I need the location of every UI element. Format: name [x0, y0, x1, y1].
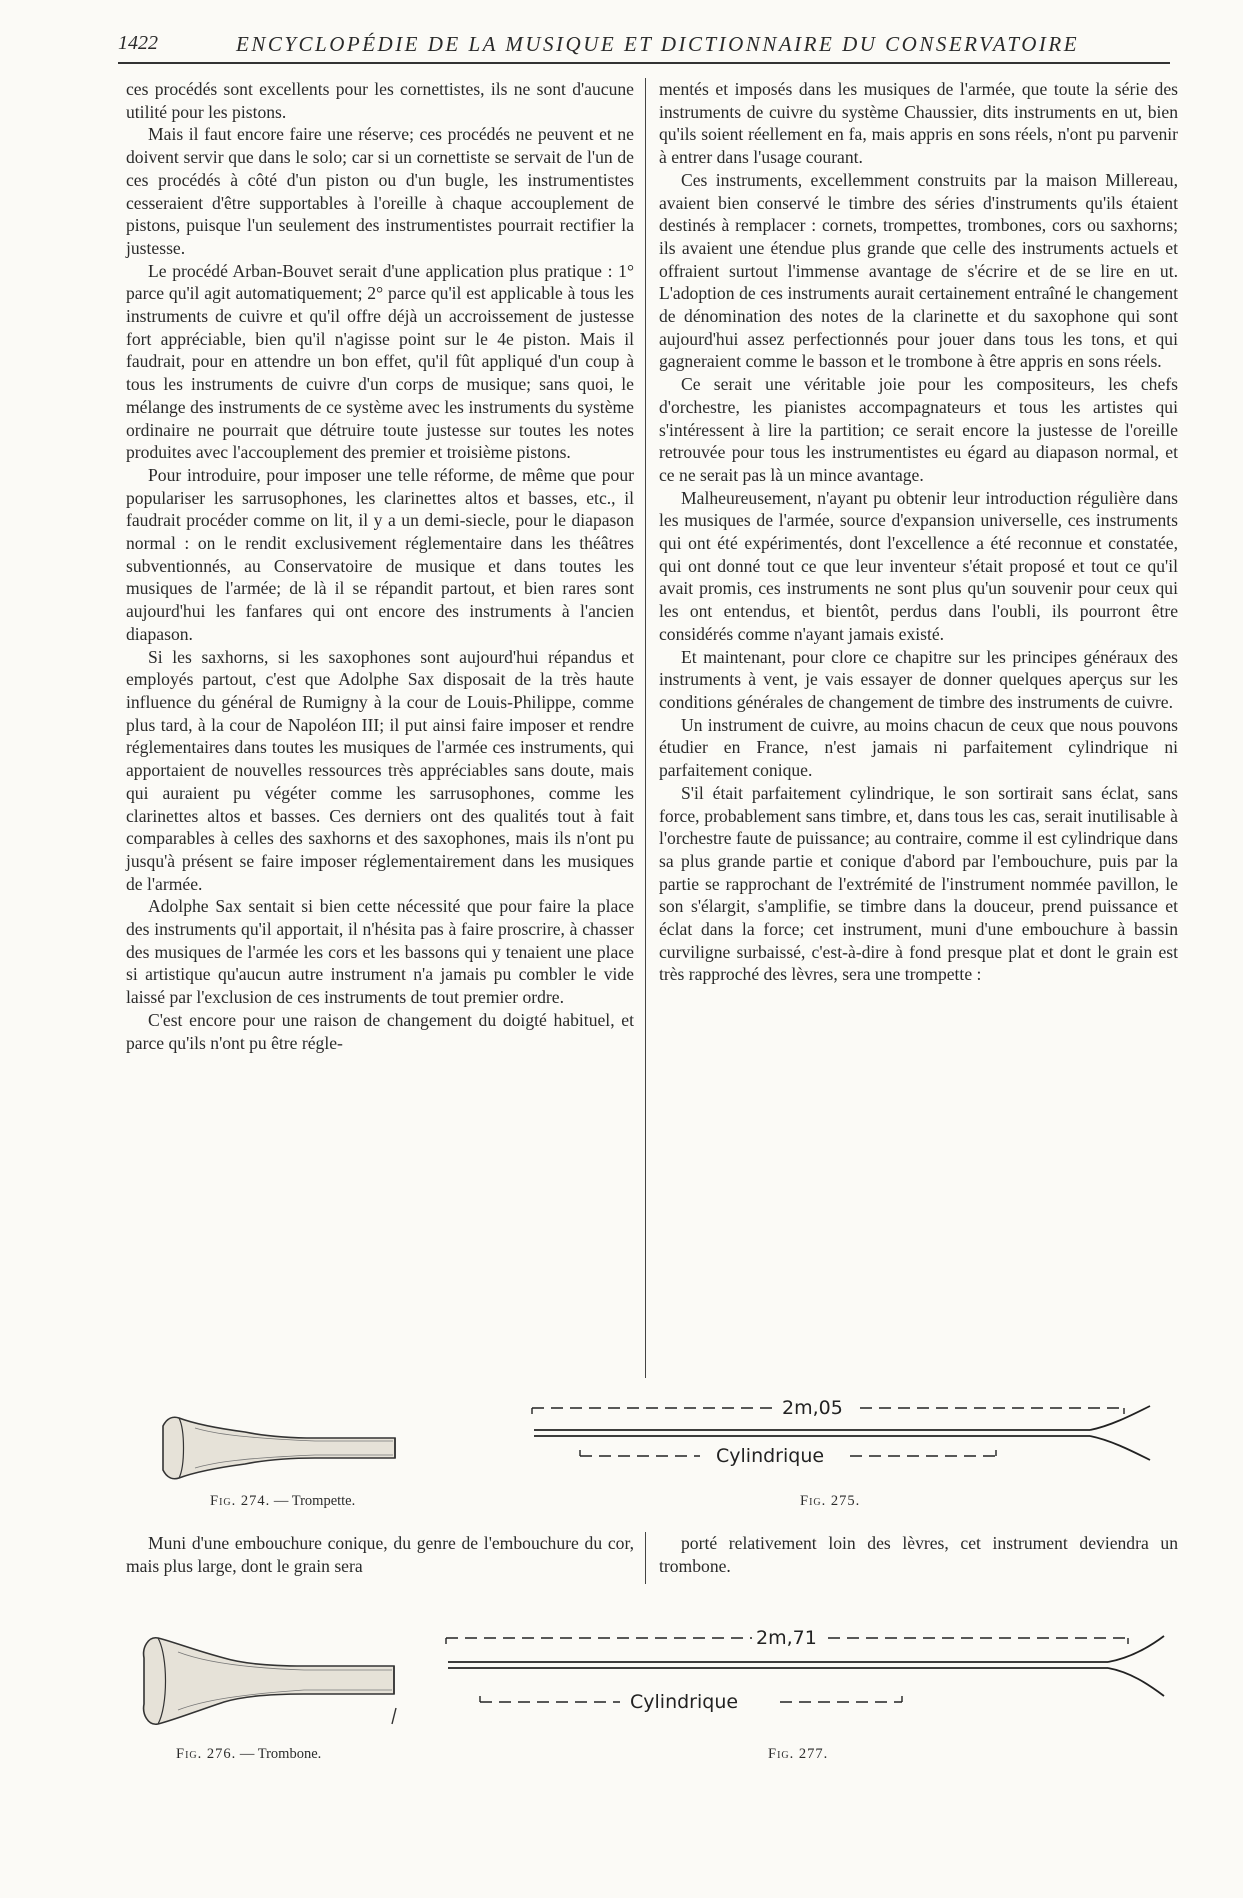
figure-caption	[176, 1746, 321, 1763]
figure-label: Fig. 275.	[800, 1493, 861, 1509]
paragraph: Malheureusement, n'ayant pu obtenir leur introduction régulière dans les musiques de l'armée, source d'expansion universelle, ces instruments qui ont été expérimentés, dont l'excellence a été reconnue et constatée, qui ont donné tout ce que leur inventeur s'était proposé et tout ce qu'il avait promis, ces instruments ne sont plus qu'un souvenir pour ceux qui les ont entendus, et bientôt, perdus dans l'oubli, ils pourront être considérés comme n'ayant jamais existé.	[659, 487, 1178, 644]
paragraph: Pour introduire, pour imposer une telle réforme, de même que pour populariser les sarrusophones, les clarinettes altos et basses, etc., il faudrait procéder comme on lit, il y a un demi-siecle, pour le diapason normal : on le rendit exclusivement réglementaire dans les théâtres subventionnés, au Conservatoire de musique et dans toutes les musiques de l'armée; de là il se répandit partout, et bien rares sont aujourd'hui les fanfares qui ont encore des instruments à l'ancien diapason.	[126, 464, 634, 644]
column-divider	[645, 78, 646, 1378]
paragraph: porté relativement loin des lèvres, cet instrument deviendra un trombone.	[659, 1533, 1178, 1576]
right-column-continuation	[659, 1532, 1178, 1577]
figure-caption	[800, 1493, 860, 1510]
dimension-label: 2m,71	[756, 1627, 817, 1649]
paragraph: Si les saxhorns, si les saxophones sont aujourd'hui répandus et employés partout, c'est que Adolphe Sax disposait de la très haute influence du général de Rumigny à la cour de Louis-Philippe, comme plus tard, à la cour de Napoléon III; il put ainsi faire imposer et rendre réglementaires dans toutes les musiques de l'armée ces instruments, qui apportaient de nouvelles ressources très appréciables sans doute, mais qui auraient pu végéter comme les sarrusophones, comme les clarinettes altos et basses. Ces derniers ont des qualités tout à fait comparables à celles des saxhorns et des saxophones, mais ils n'ont pu jusqu'à présent se faire imposer réglementairement dans les musiques de l'armée.	[126, 646, 634, 894]
trumpet-mouthpiece-figure	[155, 1408, 435, 1488]
paragraph: Un instrument de cuivre, au moins chacun de ceux que nous pouvons étudier en France, n'est jamais ni parfaitement cylindrique ni parfaitement conique.	[659, 714, 1178, 781]
paragraph: Adolphe Sax sentait si bien cette nécessité que pour faire la place des instruments qu'il apportait, il n'hésita pas à faire proscrire, à chasser des musiques de l'armée les cors et les bassons qui y tenaient une place si artistique qu'aucun autre instrument n'a jamais pu combler le vide laissé par l'exclusion de ces instruments de tout premier ordre.	[126, 896, 634, 1008]
paragraph: Ces instruments, excellemment construits par la maison Millereau, avaient bien conservé le timbre des séries d'instruments qu'ils étaient destinés à remplacer : cornets, trompettes, trombones, cors ou saxhorns; ils avaient une étendue plus grande que celle des instruments actuels et offraient surtout l'immense avantage de s'écrire et de se lire en ut. L'adoption de ces instruments aurait certainement entraîné le changement de dénomination des notes de la clarinette et du saxophone qui sont aujourd'hui assez perfectionnés pour jouer dans tous les tons, et qui gagneraient comme le basson et le trombone à être appris en sons réels.	[659, 169, 1178, 372]
figure-label: Fig. 276.	[176, 1746, 237, 1762]
figure-caption	[768, 1746, 828, 1763]
trombone-bore-figure	[440, 1618, 1170, 1728]
paragraph: mentés et imposés dans les musiques de l'armée, que toute la série des instruments de cuivre du système Chaussier, dits instruments en ut, bien qu'ils soient réellement en fa, mais appris en sons réels, n'ont pu parvenir à entrer dans l'usage courant.	[659, 79, 1178, 168]
figure-label: Fig. 277.	[768, 1746, 829, 1762]
paragraph: S'il était parfaitement cylindrique, le son sortirait sans éclat, sans force, probablement sans timbre, et, dans tous les cas, serait inutilisable à l'orchestre faute de puissance; au contraire, comme il est cylindrique dans sa plus grande partie et conique d'abord par l'embouchure, puis par la partie se rapprochant de l'extrémité de l'instrument nommée pavillon, le son s'élargit, s'amplifie, se timbre dans la douceur, prend puissance et éclat dans la force; cet instrument, muni d'une embouchure à bassin curviligne surbaissé, c'est-à-dire à fond presque plat et dont le grain est très rapproché des lèvres, sera une trompette :	[659, 782, 1178, 985]
left-column-continuation	[126, 1532, 634, 1577]
figure-title: — Trompette.	[273, 1493, 356, 1509]
trumpet-bore-figure	[530, 1396, 1160, 1486]
trombone-mouthpiece-figure	[134, 1628, 414, 1738]
left-column	[126, 78, 634, 1054]
running-title: ENCYCLOPÉDIE DE LA MUSIQUE ET DICTIONNAIRE DU CONSERVATOIRE	[236, 32, 1080, 56]
paragraph: Muni d'une embouchure conique, du genre de l'embouchure du cor, mais plus large, dont le grain sera	[126, 1533, 634, 1576]
figure-title: — Trombone.	[239, 1746, 322, 1762]
figure-caption	[210, 1493, 355, 1510]
paragraph: C'est encore pour une raison de changement du doigté habituel, et parce qu'ils n'ont pu être régle-	[126, 1009, 634, 1053]
dimension-label: Cylindrique	[716, 1445, 825, 1467]
column-divider	[645, 1532, 646, 1584]
paragraph: Et maintenant, pour clore ce chapitre sur les principes généraux des instruments à vent, je vais essayer de donner quelques aperçus sur les conditions générales de changement de timbre des instruments de cuivre.	[659, 646, 1178, 712]
figure-label: Fig. 274.	[210, 1493, 271, 1509]
paragraph: Ce serait une véritable joie pour les compositeurs, les chefs d'orchestre, les pianistes accompagnateurs et tous les artistes qui s'intéressent à lire la partition; ce serait encore la justesse de l'oreille retrouvée pour tous les instrumentistes eu égard au diapason normal, et ce ne serait pas là un mince avantage.	[659, 374, 1178, 485]
paragraph: Le procédé Arban-Bouvet serait d'une application plus pratique : 1° parce qu'il agit automatiquement; 2° parce qu'il est applicable à tous les instruments de cuivre et qu'il offre déjà un accroissement de justesse fort appréciable, bien qu'il n'agisse point sur le 4e piston. Mais il faudrait, pour en attendre un bon effet, qu'il fût appliqué d'un coup à tous les instruments de cuivre d'un corps de musique; sans quoi, le mélange des instruments de ce système avec les instruments du système ordinaire ne pourrait que détruire toute justesse sur toutes les notes produites avec l'accouplement des premier et troisième pistons.	[126, 260, 634, 463]
page-number: 1422	[118, 32, 158, 54]
paragraph: Mais il faut encore faire une réserve; ces procédés ne peuvent et ne doivent servir que dans le solo; car si un cornettiste se servait de l'un de ces procédés à côté d'un piston ou d'un bugle, les instrumentistes cesseraient d'être supportables à l'oreille à chaque accouplement de pistons, puisque l'un seulement des instrumentistes pourrait rectifier la justesse.	[126, 124, 634, 258]
page-header	[118, 28, 1170, 64]
dimension-label: 2m,05	[782, 1397, 843, 1419]
dimension-label: Cylindrique	[630, 1691, 739, 1713]
right-column	[659, 78, 1178, 986]
paragraph: ces procédés sont excellents pour les cornettistes, ils ne sont d'aucune utilité pour les pistons.	[126, 79, 634, 122]
